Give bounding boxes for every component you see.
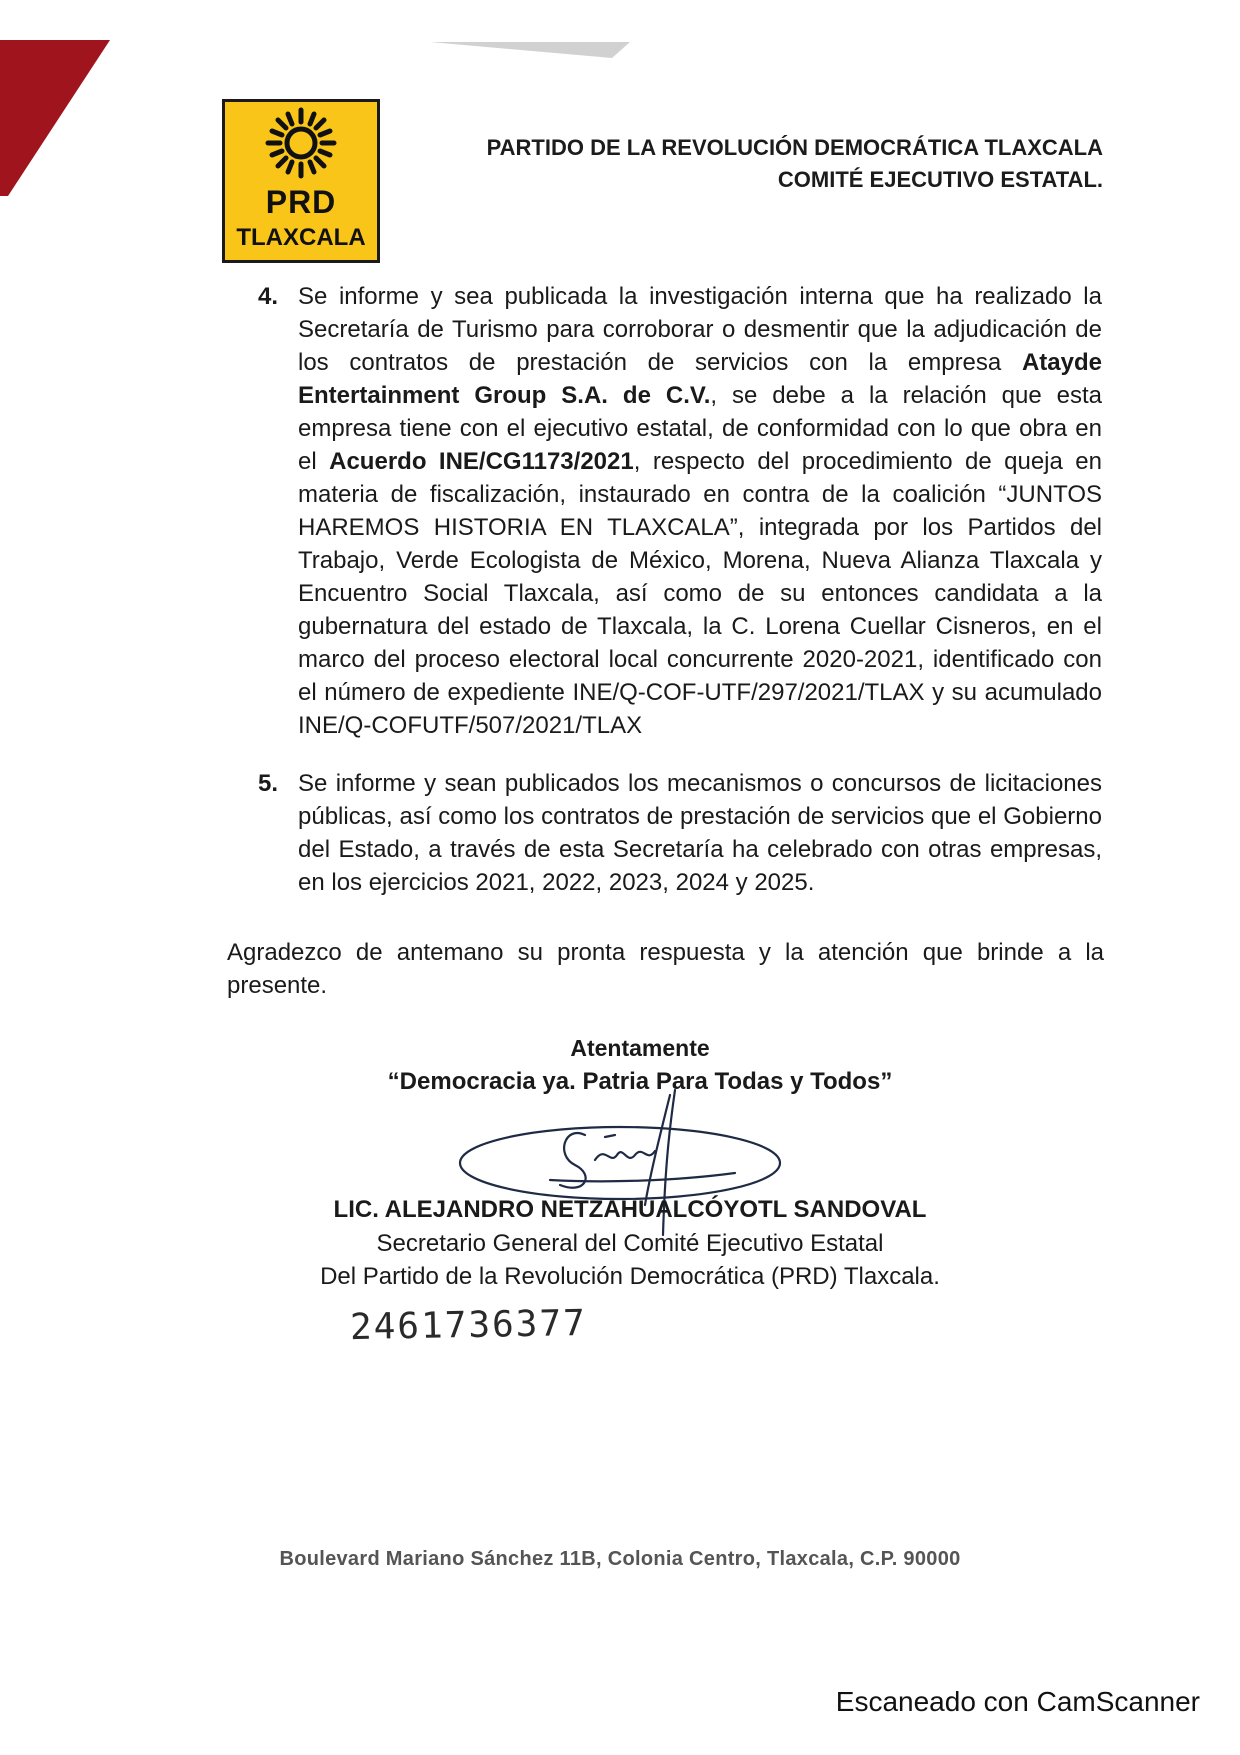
signer-name: LIC. ALEJANDRO NETZAHUALCÓYOTL SANDOVAL — [333, 1196, 927, 1223]
logo-state: TLAXCALA — [236, 224, 366, 251]
sun-icon — [225, 102, 377, 192]
sign-off-greeting: Atentamente — [570, 1035, 710, 1061]
request-text: Se informe y sea publicada la investigación interna que ha realizado la Secretaría de Turismo para corroborar o desmentir que la adjudicación de los contratos de prestación de servicios con la empresa — [298, 283, 1102, 376]
request-number: 4. — [258, 283, 279, 310]
letterhead-committee: COMITÉ EJECUTIVO ESTATAL. — [777, 167, 1103, 192]
prd-logo — [222, 99, 380, 263]
party-motto: “Democracia ya. Patria Para Todas y Todos” — [387, 1068, 893, 1095]
signer-party: Del Partido de la Revolución Democrática (PRD) Tlaxcala. — [320, 1263, 940, 1290]
agreement-reference: Acuerdo INE/CG1173/2021 — [329, 448, 634, 475]
closing-paragraph: Agradezco de antemano su pronta respuesta y la atención que brinde a la presente. — [227, 939, 1104, 999]
request-text: , se debe a la relación que esta empresa tiene con el ejecutivo estatal, de conformidad con lo que obra en el — [298, 382, 1102, 475]
scanner-watermark: Escaneado con CamScanner — [835, 1686, 1200, 1717]
scan-shadow — [0, 0, 1240, 60]
company-name: Atayde Entertainment Group S.A. de C.V. — [298, 349, 1102, 409]
request-item-4 — [258, 280, 1102, 742]
request-text: Se informe y sean publicados los mecanismos o concursos de licitaciones públicas, así como los contratos de prestación de servicios que el Gobierno del Estado, a través de esta Secretaría ha celebrado con otras empresas, en los ejercicios 2021, 2022, 2023, 2024 y 2025. — [298, 770, 1102, 896]
request-text: , respecto del procedimiento de queja en materia de fiscalización, instaurado en contra de la coalición “JUNTOS HAREMOS HISTORIA EN TLAXCALA”, integrada por los Partidos del Trabajo, Verde Ecologista de México, Morena, Nueva Alianza Tlaxcala y Encuentro Social Tlaxcala, así como de su entonces candidata a la gubernatura del estado de Tlaxcala, la C. Lorena Cuellar Cisneros, en el marco del proceso electoral local concurrente 2020-2021, identificado con el número de expediente INE/Q-COF-UTF/297/2021/TLAX y su acumulado INE/Q-COFUTF/507/2021/TLAX — [298, 448, 1102, 739]
request-item-5 — [258, 767, 1102, 899]
footer-address: Boulevard Mariano Sánchez 11B, Colonia Centro, Tlaxcala, C.P. 90000 — [279, 1548, 961, 1570]
letterhead — [487, 132, 1103, 196]
request-number: 5. — [258, 770, 279, 797]
logo-name: PRD — [265, 184, 337, 220]
handwritten-phone: 2461736377 — [349, 1302, 588, 1349]
letterhead-party: PARTIDO DE LA REVOLUCIÓN DEMOCRÁTICA TLAXCALA — [486, 135, 1103, 160]
signer-role: Secretario General del Comité Ejecutivo Estatal — [376, 1230, 884, 1257]
